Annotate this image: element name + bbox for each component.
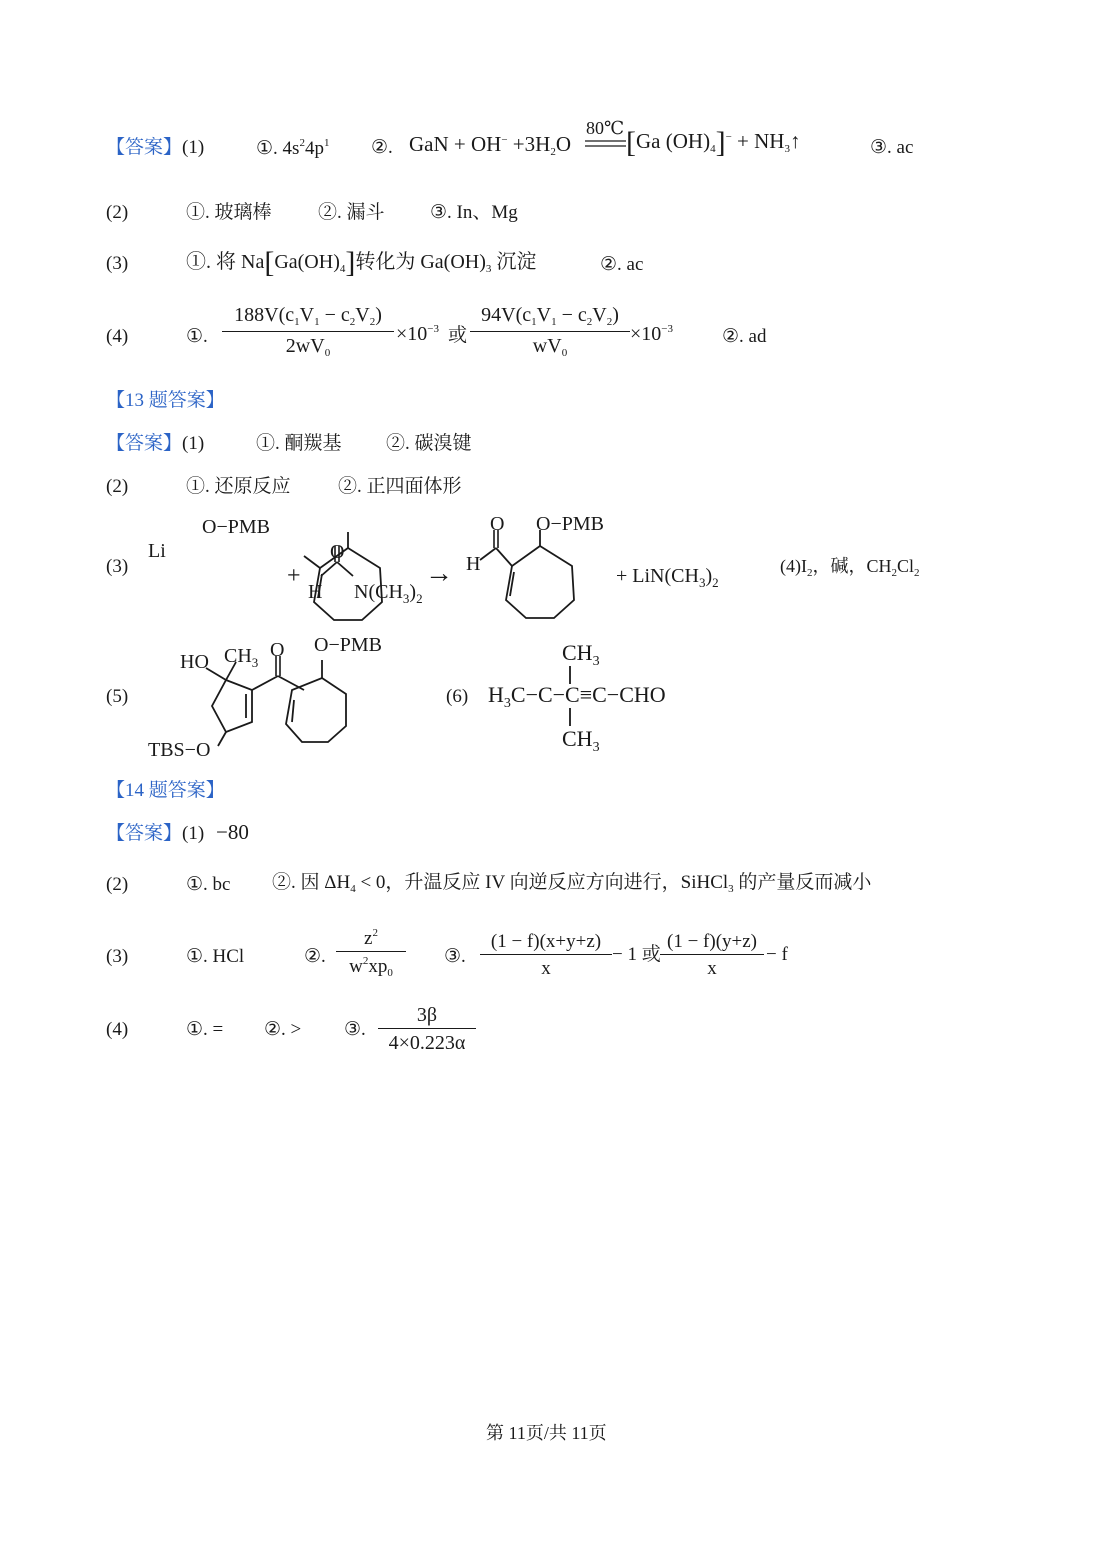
- plus-sign: +: [287, 563, 301, 589]
- q12-p1-answer-1: ①. $4s^24p^1$: [256, 137, 330, 159]
- methyl-top: $CH_3$: [562, 640, 600, 669]
- ch3-label: $CH_3$: [224, 645, 259, 670]
- part-label: (6): [446, 686, 469, 707]
- q12-p4-times-2: $\times 10^{-3}$: [630, 323, 673, 345]
- q12-p3-answer-1: ①. 将 $Na[Ga(OH)_4]$转化为 $Ga(OH)_3$ 沉淀: [186, 246, 537, 279]
- tbs-label: TBS−O: [148, 739, 211, 761]
- byproduct-label: + $LiN(CH_3)_2$: [616, 565, 719, 590]
- part-label: (1): [182, 137, 205, 158]
- q13-p4-answer: $(4)I_2$，碱，$CH_2Cl_2$: [780, 556, 920, 579]
- q12-p4-or: 或: [448, 325, 468, 346]
- q12-p3-answer-2: ②. ac: [600, 254, 644, 275]
- q14-p2-answer-2: ②. 因 $\Delta H_4 < 0$，升温反应 IV 向逆反应方向进行，SiHCl$_3$ 的产量反而减小: [272, 872, 872, 895]
- q14-p4-answer-2: ②. >: [264, 1019, 302, 1040]
- dmf-n-label: $N(CH_3)_2$: [354, 581, 423, 606]
- q12-p4-fraction-2: $\frac{94V(c_1V_1 - c_2V_2)}{wV_0}$: [470, 305, 630, 359]
- structure-6: [486, 632, 748, 758]
- gas-arrow-icon: ↑: [789, 129, 801, 153]
- q14-p1-value: −80: [216, 820, 249, 844]
- ho-label: HO: [180, 651, 209, 673]
- part-label: (3): [106, 946, 129, 967]
- q12-p4-times-1: $\times 10^{-3}$: [396, 323, 439, 345]
- q13-line-1: 【答案】(1): [106, 433, 205, 454]
- q12-p2-answer-2: ②. 漏斗: [318, 202, 385, 223]
- q12-p2-answer-3: ③. In、Mg: [430, 202, 518, 223]
- q14-p4-answer-3-label: ③.: [344, 1019, 366, 1040]
- q12-p4-answer-1-label: ①.: [186, 326, 208, 347]
- q13-p2-answer-2: ②. 正四面体形: [338, 476, 462, 497]
- answer-tag: 【答案】: [106, 137, 183, 158]
- product-o-label: O: [490, 513, 505, 535]
- ketone-o-label: O: [270, 639, 285, 661]
- q14-p3-answer-1: ①. HCl: [186, 946, 245, 967]
- q14-p4-fraction: $\frac{3\beta}{4\times 0.223\alpha}$: [378, 1005, 476, 1053]
- reaction-scheme: [140, 506, 780, 624]
- q14-p3-fraction-a: $\frac{z^2}{w^2xp_0}$: [336, 928, 406, 979]
- product-ring: [506, 546, 574, 618]
- part-label: (4): [106, 326, 129, 347]
- q13-p1-answer-2: ②. 碳溴键: [386, 433, 472, 454]
- reaction-arrow: →: [425, 558, 453, 589]
- q14-p3-tail-1: − 1 或: [612, 944, 661, 965]
- opmb-label: O−PMB: [314, 634, 382, 656]
- part-label: (3): [106, 556, 129, 577]
- ga-equation-right: [Ga $(OH)_4]^-$ + $NH_3↑$: [626, 126, 801, 159]
- part-label: (5): [106, 686, 129, 707]
- product-opmb-label: O−PMB: [536, 513, 604, 535]
- li-label: Li: [148, 540, 166, 562]
- q14-line-1: 【答案】(1): [106, 823, 205, 844]
- q14-p2-answer-1: ①. bc: [186, 874, 231, 895]
- q14-p3-answer-3-label: ③.: [444, 946, 466, 967]
- product-h-label: H: [466, 553, 481, 575]
- q13-header: 【13 题答案】: [106, 390, 225, 411]
- q14-p3-fraction-c: $\frac{(1 - f)(y+z)}{x}$: [660, 932, 764, 978]
- ga-equation-left: GaN + $OH^- +3H_2O$: [409, 132, 571, 158]
- q14-p3-tail-2: − f: [766, 944, 788, 965]
- part-label: (2): [106, 202, 129, 223]
- q12-p4-answer-2: ②. ad: [722, 326, 767, 347]
- part-label: (2): [106, 476, 129, 497]
- methyl-bottom: $CH_3$: [562, 726, 600, 755]
- q12-p2-answer-1: ①. 玻璃棒: [186, 202, 272, 223]
- equals-sign: [584, 138, 628, 150]
- q14-p3-answer-2-label: ②.: [304, 946, 326, 967]
- q12-p1-answer-3: ③. ac: [870, 137, 914, 158]
- dmf-o-label: O: [330, 541, 345, 563]
- cycloheptene-ring: [286, 678, 346, 742]
- part-label: (4): [106, 1019, 129, 1040]
- q14-header: 【14 题答案】: [106, 780, 225, 801]
- q14-p4-answer-1: ①. =: [186, 1019, 224, 1040]
- q12-p1-answer-2-label: ②.: [371, 137, 393, 158]
- page-footer: 第 11页/共 11页: [486, 1423, 607, 1443]
- dmf-bond: [321, 562, 337, 576]
- part-label: (2): [106, 874, 129, 895]
- q13-p1-answer-1: ①. 酮羰基: [256, 433, 342, 454]
- q12-p4-fraction-1: $\frac{188V(c_1V_1 - c_2V_2)}{2wV_0}$: [222, 305, 394, 359]
- main-chain: $H_3C-C-C\equiv C-CHO$: [488, 682, 666, 711]
- q13-p2-answer-1: ①. 还原反应: [186, 476, 291, 497]
- opmb-label: O−PMB: [202, 516, 270, 538]
- part-label: (3): [106, 253, 129, 274]
- structure-5: [140, 630, 410, 765]
- dmf-h-label: H: [308, 581, 323, 603]
- q12-line-1: [106, 138, 204, 157]
- reaction-condition: 80℃: [586, 118, 625, 138]
- q14-p3-fraction-b: $\frac{(1 - f)(x+y+z)}{x}$: [480, 932, 612, 978]
